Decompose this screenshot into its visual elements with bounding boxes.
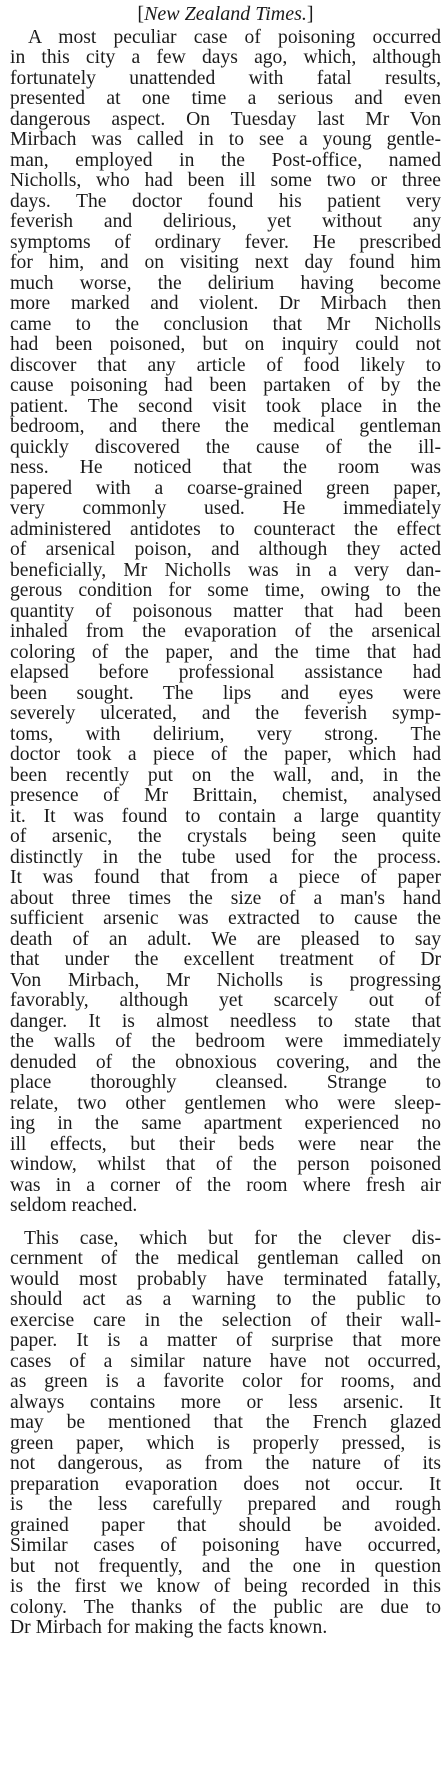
article-line: bedroom, and there the medical gentleman [10,416,441,437]
article-line: sufficient arsenic was extracted to cause the [10,908,441,929]
article-line: doctor took a piece of the paper, which had [10,744,441,765]
article-line: toms, with delirium, very strong. The [10,723,441,745]
source-name: New Zealand Times. [144,3,307,25]
article-line: quantity of poisonous matter that had been [10,600,441,622]
article-line: ing in the same apartment experienced no [10,1113,441,1134]
article-line: cernment of the medical gentleman called on [10,1248,441,1269]
article-line: window, whilst that of the person poisoned [10,1154,441,1175]
article-line: colony. The thanks of the public are due to [10,1596,441,1618]
article-line: feverish and delirious, yet without any [10,211,441,232]
article-line: severely ulcerated, and the feverish symp- [10,703,441,724]
article-line: is the less carefully prepared and rough [10,1494,441,1515]
article-line: not dangerous, as from the nature of its [10,1453,441,1474]
article-line: the walls of the bedroom were immediately [10,1031,441,1052]
article-line: man, employed in the Post-office, named [10,149,441,171]
article-line: but not frequently, and the one in question [10,1555,441,1577]
article-line: discover that any article of food likely to [10,354,441,376]
article-line: in this city a few days ago, which, although [10,47,441,68]
article-line: papered with a coarse-grained green paper, [10,477,441,499]
article-line: favorably, although yet scarcely out of [10,990,441,1011]
article-line: for him, and on visiting next day found him [10,252,441,273]
article-line: very commonly used. He immediately [10,498,441,519]
article-line: always contains more or less arsenic. It [10,1391,441,1413]
article-line: Von Mirbach, Mr Nicholls is progressing [10,969,441,991]
source-open-bracket: [ [137,3,145,25]
article-line: dangerous aspect. On Tuesday last Mr Von [10,108,441,130]
article-line: Dr Mirbach for making the facts known. [10,1617,328,1638]
article-line: It was found that from a piece of paper [10,867,441,888]
article-line: presence of Mr Brittain, chemist, analysed [10,785,441,806]
article-line: seldom reached. [10,1195,138,1216]
article-line: more marked and violent. Dr Mirbach then [10,293,441,314]
article-line: green paper, which is properly pressed, is [10,1432,441,1454]
article-line: been sought. The lips and eyes were [10,682,441,704]
article-line: cases of a similar nature have not occurred, [10,1350,441,1372]
article-line: that under the excellent treatment of Dr [10,949,441,970]
article-line: would most probably have terminated fatally, [10,1268,441,1290]
article-line: is the first we know of being recorded in this [10,1576,441,1597]
article-line: days. The doctor found his patient very [10,190,441,212]
article-line: preparation evaporation does not occur. It [10,1473,441,1495]
article-line: elapsed before professional assistance had [10,662,441,683]
article-paragraph-1 [10,28,441,1217]
article-line: ill effects, but their beds were near the [10,1133,441,1155]
article-line: gerous condition for some time, owing to the [10,580,441,601]
article-line: much worse, the delirium having become [10,272,441,294]
article-line: denuded of the obnoxious covering, and the [10,1051,441,1073]
article-line: of arsenic, the crystals being seen quite [10,826,441,847]
article-line: Nicholls, who had been ill some two or three [10,170,441,191]
article-line: had been poisoned, but on inquiry could not [10,334,441,355]
article-line: of arsenical poison, and although they acted [10,539,441,560]
article-line: Mirbach was called in to see a young gentle- [10,129,441,150]
article-line: relate, two other gentlemen who were sleep- [10,1092,441,1114]
article-line: came to the conclusion that Mr Nicholls [10,313,441,335]
article-line: A most peculiar case of poisoning occurred [28,26,441,48]
article-line: This case, which but for the clever dis- [24,1227,441,1249]
article-line: grained paper that should be avoided. [10,1514,441,1536]
article-line: patient. The second visit took place in the [10,395,441,417]
article-line: it. It was found to contain a large quantity [10,805,441,827]
article-line: been recently put on the wall, and, in the [10,764,441,786]
article-line: was in a corner of the room where fresh air [10,1174,441,1196]
article-line: cause poisoning had been partaken of by the [10,375,441,396]
article-line: danger. It is almost needless to state that [10,1010,441,1032]
article-line: about three times the size of a man's hand [10,887,441,909]
article-paragraph-2 [10,1229,441,1639]
source-attribution [10,4,441,25]
article-line: ness. He noticed that the room was [10,457,441,478]
article-line: inhaled from the evaporation of the arsenical [10,621,441,642]
article-line: should act as a warning to the public to [10,1289,441,1310]
article-line: death of an adult. We are pleased to say [10,928,441,950]
article-line: distinctly in the tube used for the process. [10,846,441,868]
article-line: exercise care in the selection of their wall- [10,1309,441,1331]
source-close-bracket: ] [306,3,314,25]
article-line: may be mentioned that the French glazed [10,1412,441,1433]
article-line: as green is a favorite color for rooms, and [10,1371,441,1392]
article-line: fortunately unattended with fatal results, [10,67,441,89]
article-line: coloring of the paper, and the time that had [10,641,441,663]
article-line: Similar cases of poisoning have occurred, [10,1535,441,1556]
article-line: presented at one time a serious and even [10,88,441,109]
article-line: paper. It is a matter of surprise that more [10,1330,441,1351]
article-line: symptoms of ordinary fever. He prescribed [10,231,441,253]
article-line: place thoroughly cleansed. Strange to [10,1072,441,1093]
article-line: beneficially, Mr Nicholls was in a very dan- [10,559,441,581]
article-line: administered antidotes to counteract the effect [10,518,441,540]
article-line: quickly discovered the cause of the ill- [10,436,441,458]
